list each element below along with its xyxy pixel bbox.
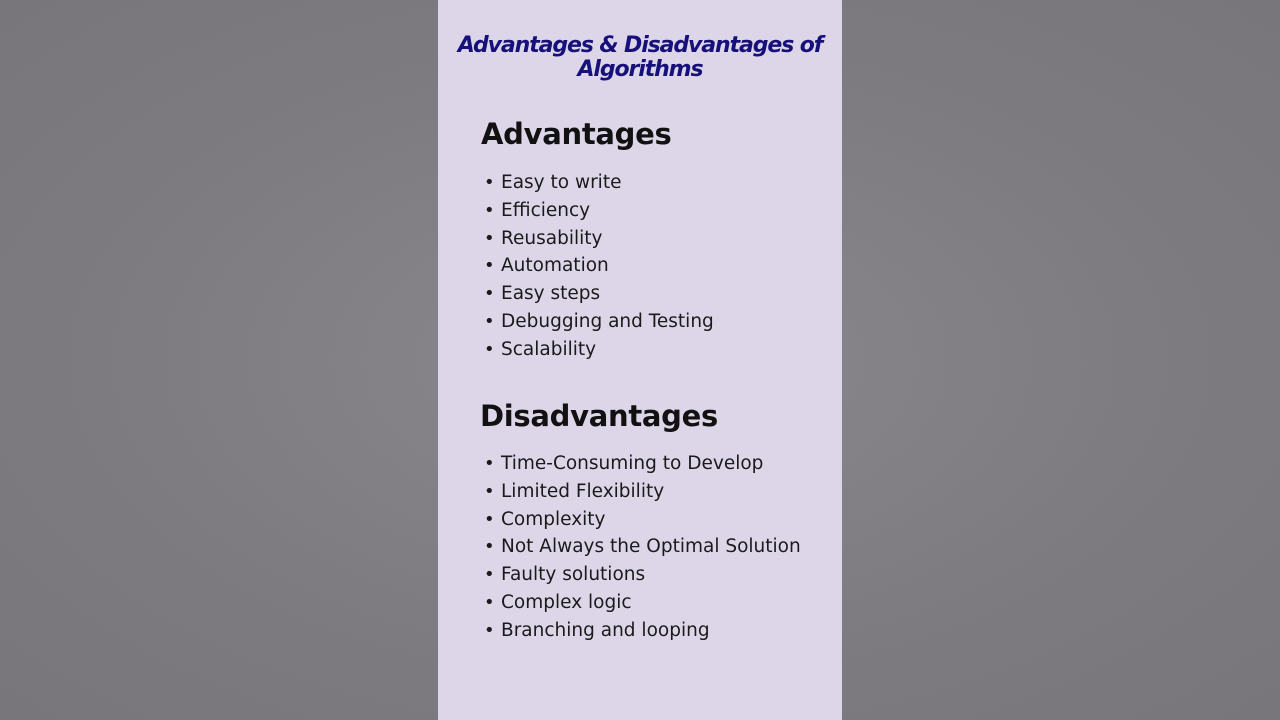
content-card bbox=[438, 0, 842, 720]
advantage-item-label: Easy steps bbox=[501, 283, 601, 305]
advantages-list bbox=[484, 169, 714, 364]
advantage-item bbox=[484, 225, 714, 253]
bullet-icon: • bbox=[484, 480, 495, 502]
advantage-item bbox=[484, 336, 714, 364]
advantage-item-label: Efficiency bbox=[501, 199, 591, 221]
disadvantage-item-label: Not Always the Optimal Solution bbox=[501, 536, 801, 558]
bullet-icon: • bbox=[484, 172, 495, 193]
advantage-item bbox=[484, 252, 714, 280]
disadvantage-item bbox=[484, 533, 801, 561]
bullet-icon: • bbox=[484, 227, 495, 249]
advantage-item-label: Automation bbox=[501, 255, 609, 277]
advantage-item-label: Scalability bbox=[501, 338, 597, 360]
advantage-item-label: Easy to write bbox=[501, 172, 622, 193]
bullet-icon: • bbox=[484, 536, 495, 558]
bullet-icon: • bbox=[484, 564, 495, 586]
disadvantage-item-label: Faulty solutions bbox=[501, 564, 646, 586]
disadvantage-item-label: Time-Consuming to Develop bbox=[501, 453, 764, 474]
bullet-icon: • bbox=[484, 619, 495, 641]
disadvantage-item-label: Branching and looping bbox=[501, 619, 710, 641]
advantage-item bbox=[484, 197, 714, 225]
disadvantage-item-label: Complex logic bbox=[501, 591, 632, 613]
advantage-item bbox=[484, 280, 714, 308]
advantages-heading: Advantages bbox=[481, 117, 672, 151]
disadvantage-item bbox=[484, 478, 801, 506]
bullet-icon: • bbox=[484, 283, 495, 305]
bullet-icon: • bbox=[484, 591, 495, 613]
disadvantages-heading: Disadvantages bbox=[480, 399, 718, 433]
bullet-icon: • bbox=[484, 255, 495, 277]
page-title-line-1: Advantages & Disadvantages of bbox=[457, 33, 823, 58]
advantage-item bbox=[484, 169, 714, 197]
bullet-icon: • bbox=[484, 453, 495, 474]
page-title bbox=[438, 34, 842, 82]
advantage-item-label: Debugging and Testing bbox=[501, 310, 714, 332]
disadvantage-item bbox=[484, 617, 801, 645]
advantage-item bbox=[484, 308, 714, 336]
disadvantage-item bbox=[484, 450, 801, 478]
bullet-icon: • bbox=[484, 338, 495, 360]
disadvantage-item bbox=[484, 561, 801, 589]
page-title-line-2: Algorithms bbox=[577, 57, 703, 82]
advantage-item-label: Reusability bbox=[501, 227, 603, 249]
bullet-icon: • bbox=[484, 199, 495, 221]
bullet-icon: • bbox=[484, 508, 495, 530]
disadvantage-item bbox=[484, 589, 801, 617]
disadvantages-list bbox=[484, 450, 801, 645]
bullet-icon: • bbox=[484, 310, 495, 332]
disadvantage-item-label: Limited Flexibility bbox=[501, 480, 665, 502]
disadvantage-item bbox=[484, 506, 801, 534]
disadvantage-item-label: Complexity bbox=[501, 508, 606, 530]
